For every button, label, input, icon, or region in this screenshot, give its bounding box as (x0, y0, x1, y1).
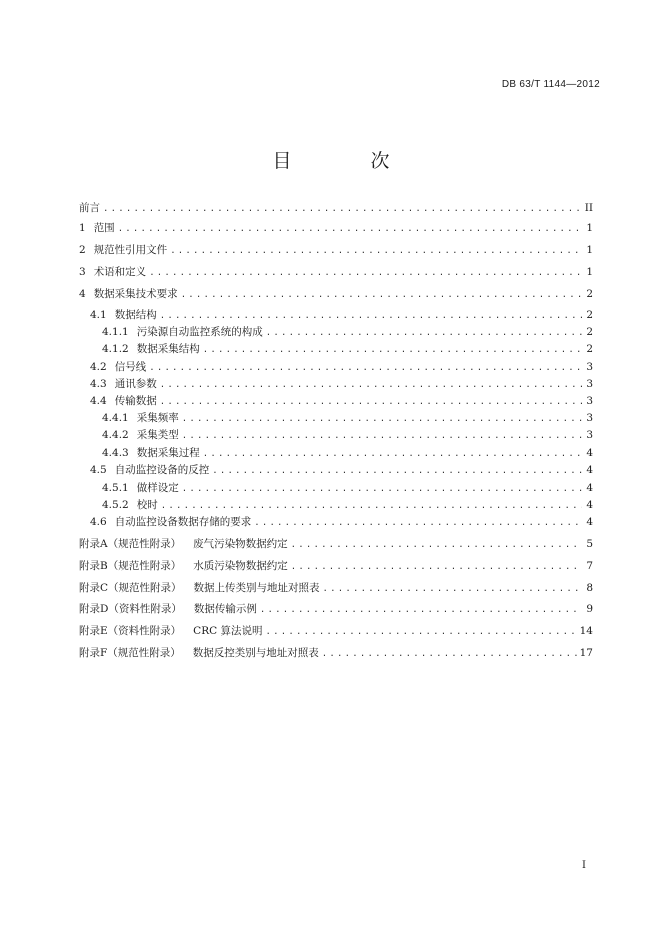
toc-entry-title: 做样设定 (136, 482, 179, 494)
toc-entry-title: 数据传输示例 (193, 603, 257, 615)
toc-entry-number: 4.4.2 (102, 429, 129, 441)
toc-entry[interactable] (79, 623, 593, 639)
toc-entry-page: 4 (586, 464, 593, 476)
toc-entry-title: 采集频率 (136, 412, 179, 424)
toc-entry[interactable] (79, 410, 593, 426)
toc-entry-page: 3 (586, 361, 593, 373)
dot-leader (260, 602, 582, 618)
dot-leader (160, 394, 582, 410)
toc-entry-number: 4.3 (90, 378, 107, 390)
toc-entry-number: 4.2 (90, 361, 107, 373)
toc-entry-number: 4.5 (90, 464, 107, 476)
dot-leader (203, 342, 582, 358)
toc-entry[interactable] (79, 536, 593, 552)
toc-entry[interactable] (79, 480, 593, 496)
toc-entry-page: 1 (586, 244, 593, 256)
toc-entry-number: 4.6 (90, 516, 107, 528)
toc-entry-page: 2 (586, 326, 593, 338)
toc-entry-number: 1 (79, 222, 86, 234)
toc-entry-page: 4 (586, 499, 593, 511)
toc-entry-title: 数据反控类别与地址对照表 (192, 647, 319, 659)
toc-entry-number: 附录D（资料性附录） (79, 603, 182, 615)
toc-entry[interactable] (79, 286, 593, 302)
toc-entry-number: 4.1.1 (102, 326, 129, 338)
toc-entry-number: 附录F（规范性附录） (79, 647, 181, 659)
dot-leader (322, 646, 577, 662)
dot-leader (323, 581, 582, 597)
dot-leader (160, 377, 582, 393)
toc-entry-number: 附录E（资料性附录） (79, 625, 182, 637)
toc-entry-title: 前言 (79, 202, 100, 214)
toc-entry-page: 7 (586, 560, 593, 572)
standard-code: DB 63/T 1144—2012 (501, 79, 600, 90)
dot-leader (103, 201, 582, 217)
dot-leader (149, 360, 582, 376)
toc-entry-page: 2 (586, 288, 593, 300)
toc-entry-title: 数据上传类别与地址对照表 (193, 582, 320, 594)
dot-leader (254, 515, 582, 531)
toc-entry-title: CRC 算法说明 (193, 625, 263, 637)
toc-entry[interactable] (79, 445, 593, 461)
toc-entry-title: 校时 (136, 499, 158, 511)
dot-leader (266, 325, 582, 341)
toc-entry-number: 4.5.2 (102, 499, 129, 511)
toc-entry-page: 3 (586, 412, 593, 424)
toc-entry-title: 数据采集结构 (136, 343, 200, 355)
dot-leader (291, 537, 582, 553)
toc-entry-page: 1 (586, 266, 593, 278)
toc-entry[interactable] (79, 264, 593, 280)
toc-entry-page: 4 (586, 516, 593, 528)
toc-entry-title: 水质污染物数据约定 (193, 560, 288, 572)
dot-leader (212, 463, 582, 479)
dot-leader (182, 411, 582, 427)
toc-entry[interactable] (79, 307, 593, 323)
dot-leader (118, 221, 582, 237)
toc-entry-page: 17 (579, 647, 593, 659)
dot-leader (170, 243, 582, 259)
toc-entry-number: 4.1 (90, 309, 107, 321)
dot-leader (160, 308, 582, 324)
toc-entry-title: 通讯参数 (114, 378, 157, 390)
toc-entry-number: 4.4.1 (102, 412, 129, 424)
toc-entry[interactable] (79, 514, 593, 530)
toc-entry-title: 污染源自动监控系统的构成 (136, 326, 263, 338)
page-number: I (582, 860, 586, 871)
toc-entry[interactable] (79, 601, 593, 617)
toc-entry-page: 4 (586, 447, 593, 459)
toc-entry-page: 8 (586, 582, 593, 594)
toc-entry-title: 采集类型 (136, 429, 179, 441)
toc-entry[interactable] (79, 393, 593, 409)
toc-entry-page: 1 (586, 222, 593, 234)
toc-entry[interactable] (79, 200, 593, 216)
dot-leader (181, 287, 582, 303)
dot-leader (291, 559, 582, 575)
toc-entry-title: 规范性引用文件 (93, 244, 168, 256)
toc-entry[interactable] (79, 341, 593, 357)
toc-entry[interactable] (79, 558, 593, 574)
toc-entry-title: 数据采集技术要求 (93, 288, 178, 300)
toc-entry[interactable] (79, 497, 593, 513)
toc-entry[interactable] (79, 324, 593, 340)
toc-entry-number: 4.4.3 (102, 447, 129, 459)
toc-entry-number: 4.4 (90, 395, 107, 407)
toc-entry-title: 传输数据 (114, 395, 157, 407)
toc-entry-title: 信号线 (114, 361, 147, 373)
toc-entry-title: 自动监控设备的反控 (114, 464, 210, 476)
dot-leader (161, 498, 582, 514)
toc-entry-number: 4 (79, 288, 86, 300)
toc-entry-title: 数据结构 (114, 309, 157, 321)
toc-entry[interactable] (79, 580, 593, 596)
toc-entry-number: 4.5.1 (102, 482, 129, 494)
toc-entry-number: 3 (79, 266, 86, 278)
toc-entry-page: 9 (586, 603, 593, 615)
toc-entry-title: 术语和定义 (93, 266, 147, 278)
toc-entry-number: 附录A（规范性附录） (79, 538, 182, 550)
dot-leader (182, 428, 582, 444)
toc-entry-page: 14 (579, 625, 593, 637)
toc-entry-title: 数据采集过程 (136, 447, 200, 459)
toc-entry[interactable] (79, 427, 593, 443)
toc-entry[interactable] (79, 220, 593, 236)
toc-entry-title: 范围 (93, 222, 115, 234)
dot-leader (203, 446, 582, 462)
toc-entry-page: 3 (586, 429, 593, 441)
toc-entry-number: 4.1.2 (102, 343, 129, 355)
toc-entry-page: 2 (586, 309, 593, 321)
toc-entry-number: 2 (79, 244, 86, 256)
toc-entry-page: 3 (586, 378, 593, 390)
toc-entry[interactable] (79, 359, 593, 375)
toc-title: 目 次 (272, 150, 420, 172)
toc-entry-number: 附录C（规范性附录） (79, 582, 182, 594)
toc-entry-title: 自动监控设备数据存储的要求 (114, 516, 252, 528)
toc-entry-number: 附录B（规范性附录） (79, 560, 182, 572)
dot-leader (265, 624, 576, 640)
toc-entry-page: 4 (586, 482, 593, 494)
toc-entry-page: 2 (586, 343, 593, 355)
toc-entry-page: 3 (586, 395, 593, 407)
toc-entry[interactable] (79, 645, 593, 661)
toc-entry[interactable] (79, 376, 593, 392)
toc-entry-page: II (584, 202, 593, 214)
toc-entry[interactable] (79, 242, 593, 258)
toc-entry[interactable] (79, 462, 593, 478)
dot-leader (149, 265, 582, 281)
dot-leader (182, 481, 582, 497)
toc-entry-page: 5 (586, 538, 593, 550)
toc-entry-title: 废气污染物数据约定 (193, 538, 288, 550)
